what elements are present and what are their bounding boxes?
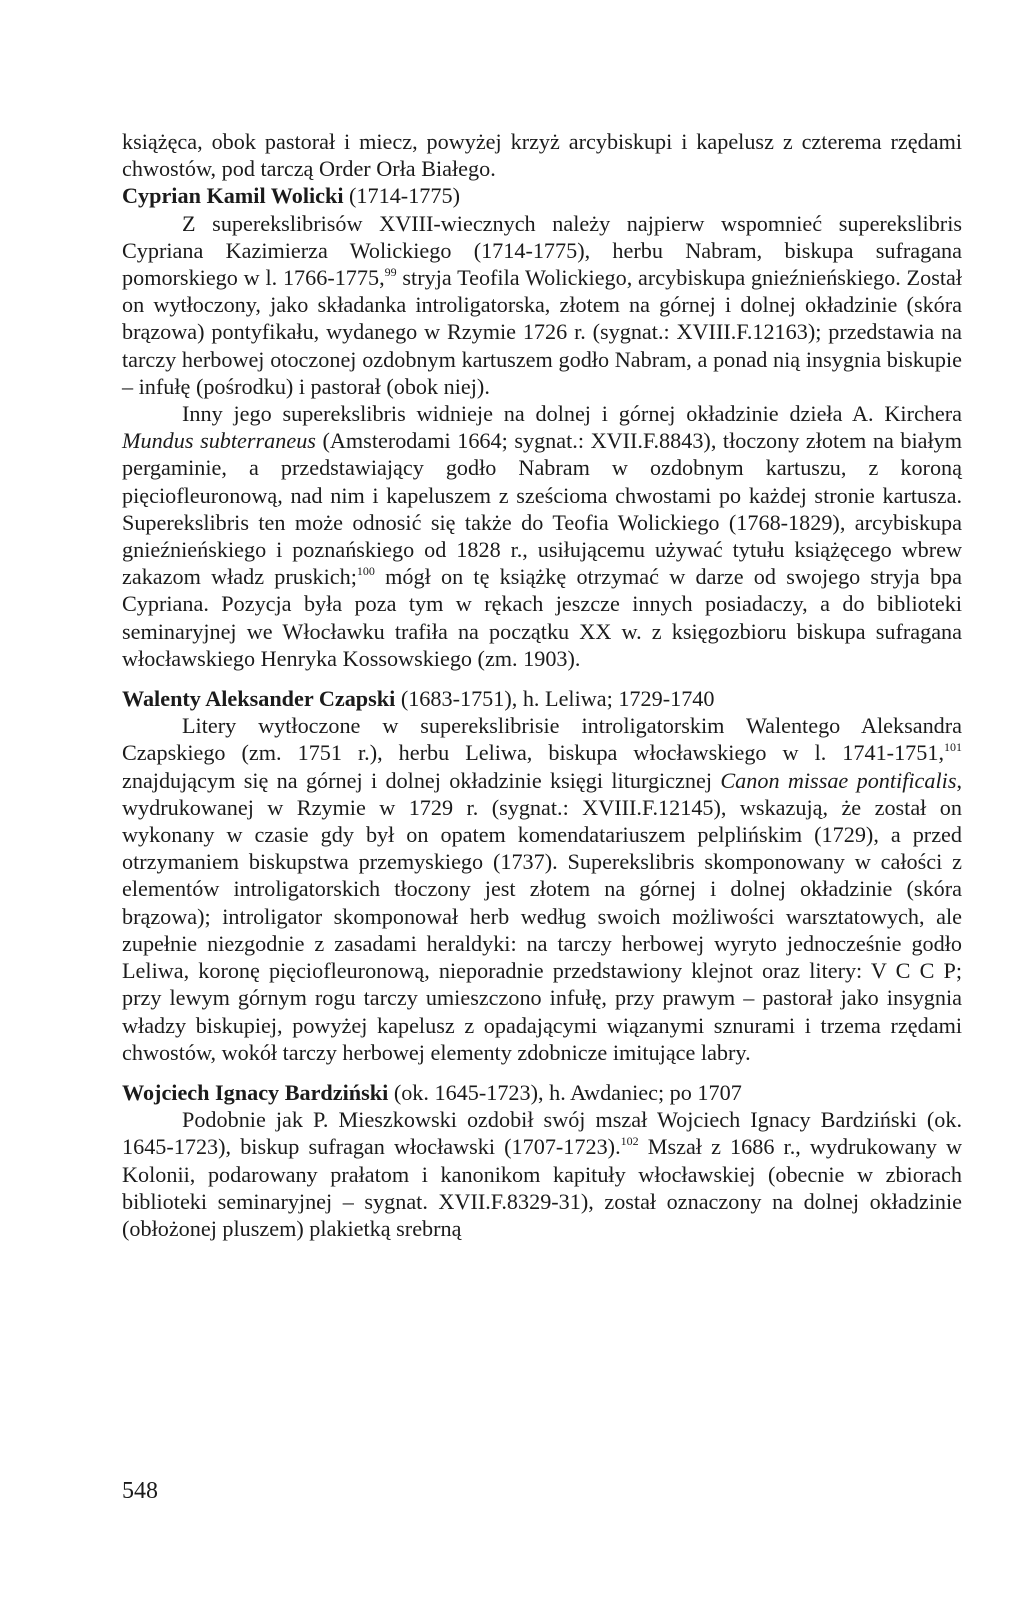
section-heading-wolicki bbox=[122, 182, 962, 209]
intro-paragraph bbox=[122, 128, 962, 182]
section-heading-bardzinski bbox=[122, 1079, 962, 1106]
paragraph-text: Z superekslibrisów XVIII-wiecznych należy najpierw wspomnieć superekslibris Cypriana Kazimierza Wolickiego (1714-1775), herbu Nabram, biskupa sufragana pomorskiego w l. 1766-1775, bbox=[122, 210, 962, 291]
heading-name: Cyprian Kamil Wolicki bbox=[122, 183, 344, 209]
paragraph-bardzinski-1 bbox=[122, 1106, 962, 1242]
paragraph-text: Litery wytłoczone w superekslibrisie introligatorskim Walentego Aleksandra Czapskiego (zm. 1751 r.), herbu Leliwa, biskupa włocławskiego w l. 1741-1751, bbox=[122, 713, 962, 766]
footnote-ref-101: 101 bbox=[944, 740, 962, 755]
paragraph-text: , wydrukowanej w Rzymie w 1729 r. (sygnat.: XVIII.F.12145), wskazują, że został on wykonany w czasie gdy był on opatem komendatariuszem pelplińskim (1729), a przed otrzymaniem biskupstwa przemyskiego (1737). Superekslibris skomponowany w całości z elementów introligatorskich tłoczony jest złotem na górnej i dolnej okładzinie (skóra brązowa); introligator skomponował herb według swoich możliwości warsztatowych, ale zupełnie niezgodnie z zasadami heraldyki: na tarczy herbowej wyryto jednocześnie godło Leliwa, koronę pięciofleuronową, nieporadnie przedstawiony klejnot oraz litery: V C C P; przy lewym górnym rogu tarczy umieszczono infułę, przy prawym – pastorał jako insygnia władzy biskupiej, powyżej kapelusz z opadającymi wiązanymi sznurami i trzema rzędami chwostów, wokół tarczy herbowej elementy zdobnicze imitujące labry. bbox=[122, 767, 963, 1065]
paragraph-text: Mszał z 1686 r., wydrukowany w Kolonii, podarowany prałatom i kanonikom kapituły włocławskiej (obecnie w zbiorach biblioteki seminaryjnej – sygnat. XVII.F.8329-31), został oznaczony na dolnej okładzinie (obłożonej pluszem) plakietką srebrną bbox=[122, 1134, 962, 1241]
paragraph-text: stryja Teofila Wolickiego, arcybiskupa gnieźnieńskiego. Został on wytłoczony, jako składanka introligatorska, złotem na górnej i dolnej okładzinie (skóra brązowa) pontyfikału, wydanego w Rzymie 1726 r. (sygnat.: XVIII.F.12163); przedstawia na tarczy herbowej otoczonej ozdobnym kartuszem godło Nabram, a ponad nią insygnia biskupie – infułę (pośrodku) i pastorał (obok niej). bbox=[122, 265, 963, 399]
heading-detail: (1683-1751), h. Leliwa; 1729-1740 bbox=[395, 686, 715, 712]
footnote-ref-100: 100 bbox=[356, 564, 375, 579]
paragraph-wolicki-1 bbox=[122, 210, 962, 400]
heading-name: Walenty Aleksander Czapski bbox=[122, 686, 396, 712]
paragraph-czapski-1 bbox=[122, 712, 962, 1066]
heading-detail: (1714-1775) bbox=[343, 183, 460, 209]
paragraph-text: znajdującym się na górnej i dolnej okładzinie księgi liturgicznej bbox=[122, 767, 721, 793]
footnote-ref-102: 102 bbox=[620, 1134, 639, 1149]
section-heading-czapski bbox=[122, 685, 962, 712]
intro-text: książęca, obok pastorał i miecz, powyżej krzyż arcybiskupi i kapelusz z czterema rzędami chwostów, pod tarczą Order Orła Białego. bbox=[122, 129, 962, 182]
page-body bbox=[122, 128, 962, 1242]
paragraph-text: mógł on tę książkę otrzymać w darze od swojego stryja bpa Cypriana. Pozycja była poza tym w rękach jeszcze innych posiadaczy, a do biblioteki seminaryjnej we Włocławku trafiła na początku XX w. z księgozbioru biskupa sufragana włocławskiego Henryka Kossowskiego (zm. 1903). bbox=[122, 564, 962, 671]
book-title: Canon missae pontificalis bbox=[720, 767, 957, 793]
page-number: 548 bbox=[122, 1478, 158, 1504]
paragraph-text: Podobnie jak P. Mieszkowski ozdobił swój mszał Wojciech Ignacy Bardziński (ok. 1645-1723), biskup sufragan włocławski (1707-1723). bbox=[122, 1107, 962, 1160]
paragraph-wolicki-2 bbox=[122, 400, 962, 672]
paragraph-text: (Amsterodami 1664; sygnat.: XVII.F.8843), tłoczony złotem na białym pergaminie, a przedstawiający godło Nabram w ozdobnym kartuszu, z koroną pięciofleuronową, nad nim i kapeluszem z sześcioma chwostami po każdej stronie kartusza. Superekslibris ten może odnosić się także do Teofia Wolickiego (1768-1829), arcybiskupa gnieźnieńskiego i poznańskiego od 1828 r., usiłującemu używać tytułu książęcego wbrew zakazom władz pruskich; bbox=[122, 428, 962, 590]
book-title: Mundus subterraneus bbox=[122, 428, 316, 454]
heading-name: Wojciech Ignacy Bardziński bbox=[122, 1079, 389, 1105]
paragraph-text: Inny jego superekslibris widnieje na dolnej i górnej okładzinie dzieła A. Kirchera bbox=[182, 401, 962, 427]
heading-detail: (ok. 1645-1723), h. Awdaniec; po 1707 bbox=[388, 1079, 742, 1105]
footnote-ref-99: 99 bbox=[384, 265, 397, 280]
